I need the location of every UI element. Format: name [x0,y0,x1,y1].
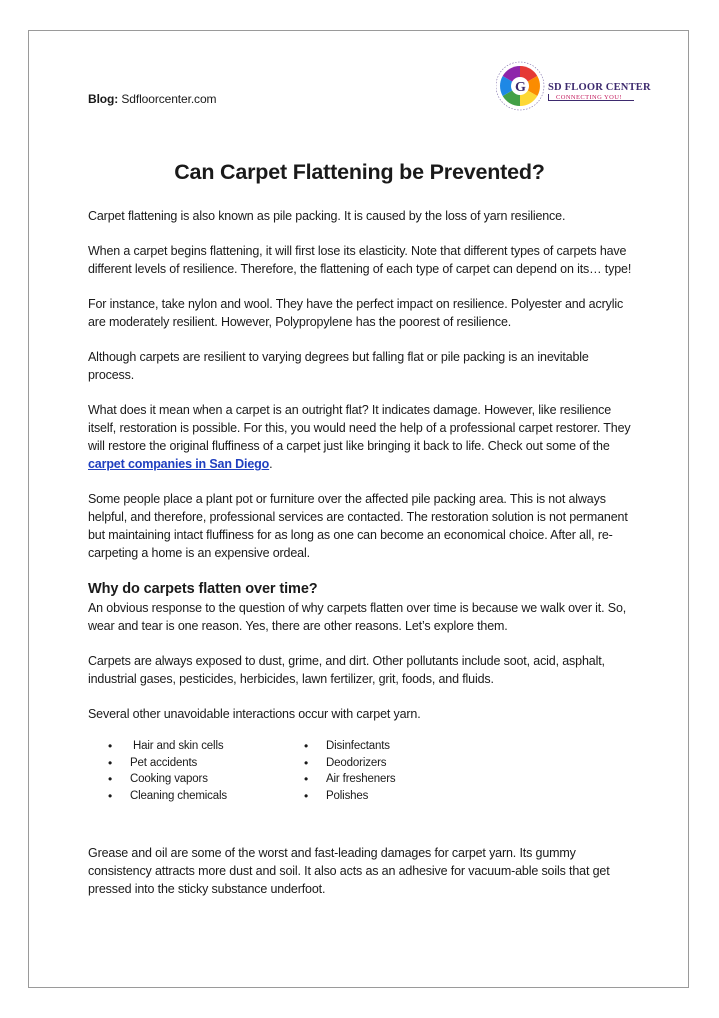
logo-name: SD FLOOR CENTER [548,82,651,93]
paragraph-with-link [88,401,638,473]
blog-label: Blog: [88,92,119,106]
list-item: • Polishes [302,788,502,805]
list-item: • Pet accidents [106,755,302,772]
paragraph: Although carpets are resilient to varying degrees but falling flat or pile packing is an inevitable process. [88,350,589,382]
paragraph-end: . [269,457,273,471]
paragraph: Several other unavoidable interactions occur with carpet yarn. [88,707,421,721]
section-heading: Why do carpets flatten over time? [88,581,318,597]
list-item: • Disinfectants [302,738,502,755]
list-item: • Cleaning chemicals [106,788,302,805]
list-item: • Air fresheners [302,771,502,788]
interaction-bullet-list [88,738,638,804]
page-title: Can Carpet Flattening be Prevented? [174,160,545,184]
paragraph-text: What does it mean when a carpet is an outright flat? It indicates damage. However, like resilience itself, restoration is possible. For this, you would need the help of a professional carpet restorer. They will restore the original fluffiness of a carpet just like bringing it back to life. Check out some of the [88,403,631,453]
bullet-column-right [302,738,502,804]
list-item: • Deodorizers [302,755,502,772]
logo-tagline: CONNECTING YOU! [556,94,622,101]
paragraph: Some people place a plant pot or furniture over the affected pile packing area. This is not always helpful, and therefore, professional services are contacted. The restoration solution is not permanent but maintaining intact fluffiness for as long as one can become an economical choice. After all, re-carpeting a home is an expensive ordeal. [88,492,628,560]
blog-site: Sdfloorcenter.com [121,92,217,106]
paragraph: When a carpet begins flattening, it will first lose its elasticity. Note that different types of carpets have different levels of resilience. Therefore, the flattening of each type of carpet can depend on its… type! [88,244,632,276]
article-body [88,207,638,915]
paragraph: An obvious response to the question of why carpets flatten over time is because we walk over it. So, wear and tear is one reason. Yes, there are other reasons. Let’s explore them. [88,601,627,633]
list-item: • Cooking vapors [106,771,302,788]
svg-text:G: G [515,80,526,95]
logo-emblem-icon [496,56,556,112]
list-item: • Hair and skin cells [106,738,302,755]
paragraph: For instance, take nylon and wool. They have the perfect impact on resilience. Polyester and acrylic are moderately resilient. However, Polypropylene has the poorest of resilience. [88,297,624,329]
carpet-companies-link[interactable]: carpet companies in San Diego [88,457,270,471]
paragraph: Carpet flattening is also known as pile packing. It is caused by the loss of yarn resilience. [88,209,566,223]
bullet-column-left [106,738,302,804]
blog-source-line [88,92,216,106]
sd-floor-center-logo [496,56,651,112]
paragraph: Grease and oil are some of the worst and fast-leading damages for carpet yarn. Its gummy consistency attracts more dust and soil. It also acts as an adhesive for vacuum-able soils that get pressed into the sticky substance underfoot. [88,846,610,896]
paragraph: Carpets are always exposed to dust, grime, and dirt. Other pollutants include soot, acid, asphalt, industrial gases, pesticides, herbicides, lawn fertilizer, grit, foods, and fluids. [88,654,605,686]
